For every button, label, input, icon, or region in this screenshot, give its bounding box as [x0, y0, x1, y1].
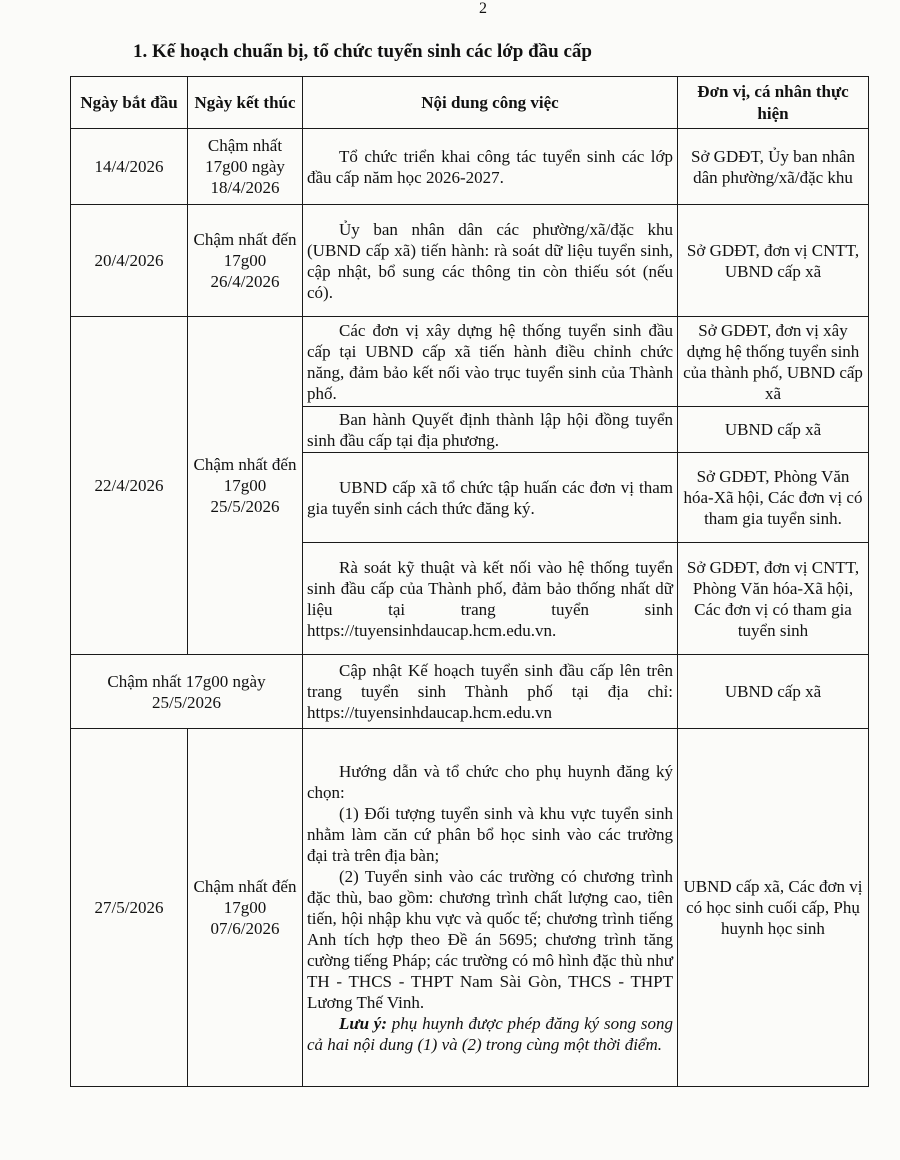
responsible-cell: Sở GDĐT, đơn vị xây dựng hệ thống tuyển sinh của thành phố, UBND cấp xã — [678, 317, 869, 407]
page-number: 2 — [479, 0, 487, 17]
merged-date-cell: Chậm nhất 17g00 ngày 25/5/2026 — [71, 655, 303, 729]
content-item-1: (1) Đối tượng tuyển sinh và khu vực tuyển sinh nhằm làm căn cứ phân bổ học sinh vào các trường đại trà trên địa bàn; — [307, 803, 673, 865]
table-row — [71, 729, 869, 1087]
header-start-date: Ngày bắt đầu — [71, 77, 188, 129]
content-cell: Ủy ban nhân dân các phường/xã/đặc khu (UBND cấp xã) tiến hành: rà soát dữ liệu tuyển sinh, cập nhật, bổ sung các thông tin còn thiếu sót (nếu có). — [303, 205, 678, 317]
content-intro: Hướng dẫn và tổ chức cho phụ huynh đăng ký chọn: — [307, 761, 673, 802]
table-row — [71, 655, 869, 729]
content-item-2: (2) Tuyển sinh vào các trường có chương trình đặc thù, bao gồm: chương trình chất lượng cao, tiên tiến, hội nhập khu vực và quốc tế; chương trình tiếng Anh tích hợp theo Đề án 5695; chương trình tăng cường tiếng Pháp; các trường có mô hình đặc thù như TH - THCS - THPT Nam Sài Gòn, THCS - THPT Lương Thế Vinh. — [307, 866, 673, 1012]
responsible-cell: Sở GDĐT, Phòng Văn hóa-Xã hội, Các đơn vị có tham gia tuyển sinh. — [678, 453, 869, 543]
start-date-cell: 14/4/2026 — [71, 129, 188, 205]
responsible-cell: UBND cấp xã, Các đơn vị có học sinh cuối cấp, Phụ huynh học sinh — [678, 729, 869, 1087]
content-cell: Tổ chức triển khai công tác tuyển sinh các lớp đầu cấp năm học 2026-2027. — [303, 129, 678, 205]
end-date-cell: Chậm nhất đến 17g00 25/5/2026 — [188, 317, 303, 655]
end-date-cell: Chậm nhất đến 17g00 26/4/2026 — [188, 205, 303, 317]
start-date-cell: 27/5/2026 — [71, 729, 188, 1087]
end-date-cell: Chậm nhất 17g00 ngày 18/4/2026 — [188, 129, 303, 205]
content-note — [307, 1013, 673, 1055]
header-content: Nội dung công việc — [303, 77, 678, 129]
header-end-date: Ngày kết thúc — [188, 77, 303, 129]
content-cell: Ban hành Quyết định thành lập hội đồng tuyển sinh đầu cấp tại địa phương. — [303, 407, 678, 453]
header-responsible: Đơn vị, cá nhân thực hiện — [678, 77, 869, 129]
responsible-cell: Sở GDĐT, Ủy ban nhân dân phường/xã/đặc khu — [678, 129, 869, 205]
content-cell: Rà soát kỹ thuật và kết nối vào hệ thống tuyển sinh đầu cấp của Thành phố, đảm bảo thống nhất dữ liệu tại trang tuyển sinh https://tuyensinhdaucap.hcm.edu.vn. — [303, 543, 678, 655]
responsible-cell: UBND cấp xã — [678, 407, 869, 453]
responsible-cell: Sở GDĐT, đơn vị CNTT, Phòng Văn hóa-Xã hội, Các đơn vị có tham gia tuyển sinh — [678, 543, 869, 655]
table-row — [71, 129, 869, 205]
responsible-cell: Sở GDĐT, đơn vị CNTT, UBND cấp xã — [678, 205, 869, 317]
start-date-cell: 22/4/2026 — [71, 317, 188, 655]
table-row — [71, 317, 869, 407]
table-header-row — [71, 77, 869, 129]
note-label: Lưu ý: — [339, 1013, 388, 1033]
table-row — [71, 205, 869, 317]
content-cell: Cập nhật Kế hoạch tuyển sinh đầu cấp lên trên trang tuyển sinh Thành phố tại địa chỉ: https://tuyensinhdaucap.hcm.edu.vn — [303, 655, 678, 729]
section-title: 1. Kế hoạch chuẩn bị, tổ chức tuyển sinh các lớp đầu cấp — [133, 41, 592, 62]
content-cell: Các đơn vị xây dựng hệ thống tuyển sinh đầu cấp tại UBND cấp xã tiến hành điều chỉnh chức năng, đảm bảo kết nối vào trục tuyển sinh của Thành phố. — [303, 317, 678, 407]
content-cell: UBND cấp xã tổ chức tập huấn các đơn vị tham gia tuyển sinh cách thức đăng ký. — [303, 453, 678, 543]
plan-table — [70, 76, 869, 1087]
start-date-cell: 20/4/2026 — [71, 205, 188, 317]
note-text: phụ huynh được phép đăng ký song song cả hai nội dung (1) và (2) trong cùng một thời điểm. — [307, 1013, 674, 1054]
content-cell — [303, 729, 678, 1087]
responsible-cell: UBND cấp xã — [678, 655, 869, 729]
end-date-cell: Chậm nhất đến 17g00 07/6/2026 — [188, 729, 303, 1087]
